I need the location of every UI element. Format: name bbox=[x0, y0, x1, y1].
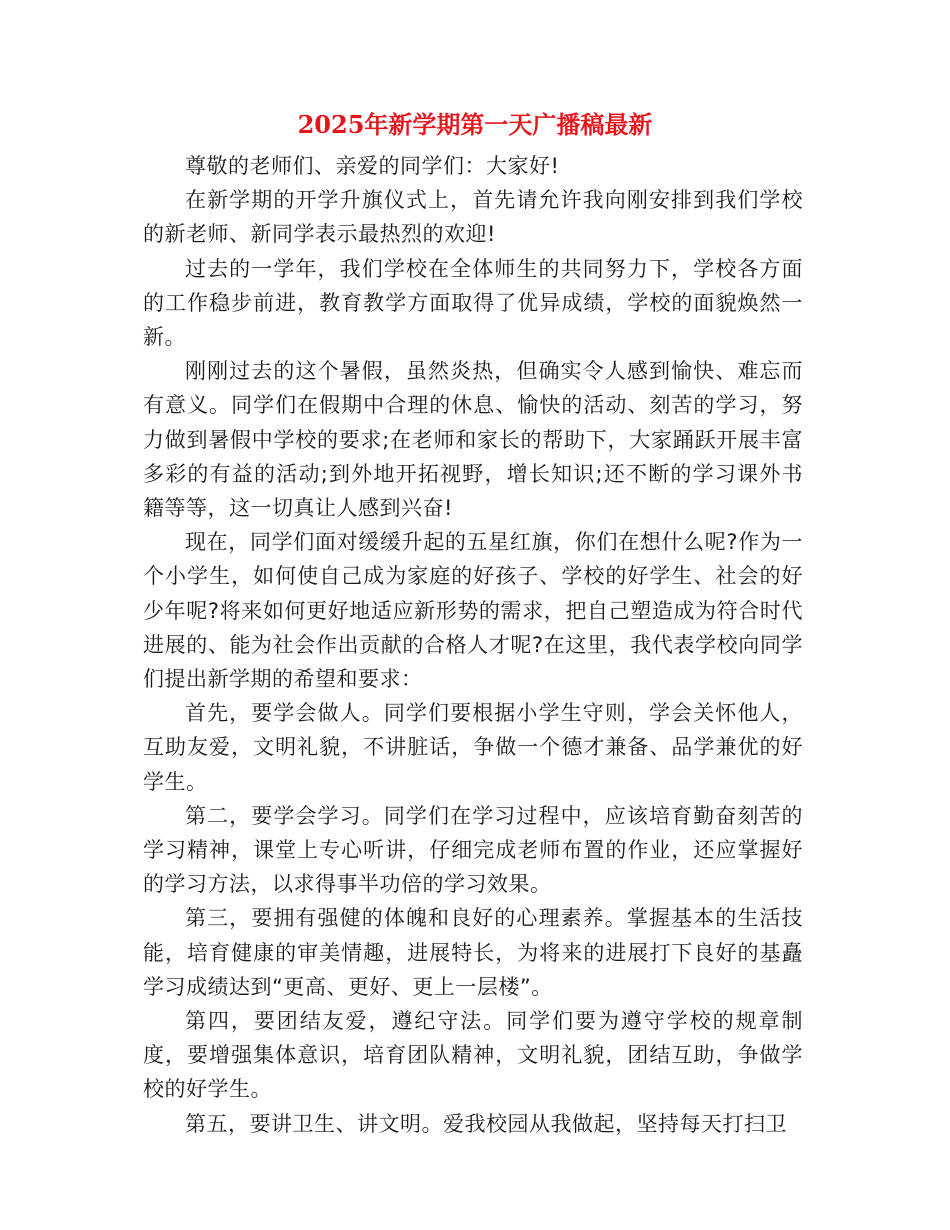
paragraph-first: 首先，要学会做人。同学们要根据小学生守则，学会关怀他人，互助友爱，文明礼貌，不讲脏话，争做一个德才兼备、品学兼优的好学生。 bbox=[143, 701, 803, 794]
paragraph-flag: 现在，同学们面对缓缓升起的五星红旗，你们在想什么呢?作为一个小学生，如何使自己成为家庭的好孩子、学校的好学生、社会的好少年呢?将来如何更好地适应新形势的需求，把自己塑造成为符合时代进展的、能为社会作出贡献的合格人才呢?在这里，我代表学校向同学们提出新学期的希望和要求： bbox=[143, 530, 803, 692]
paragraph-summer: 刚刚过去的这个暑假，虽然炎热，但确实令人感到愉快、难忘而有意义。同学们在假期中合理的休息、愉快的活动、刻苦的学习，努力做到暑假中学校的要求;在老师和家长的帮助下，大家踊跃开展丰富多彩的有益的活动;到外地开拓视野，增长知识;还不断的学习课外书籍等等，这一切真让人感到兴奋! bbox=[143, 359, 803, 521]
paragraph-past-year: 过去的一学年，我们学校在全体师生的共同努力下，学校各方面的工作稳步前进，教育教学方面取得了优异成绩，学校的面貌焕然一新。 bbox=[143, 256, 803, 350]
paragraph-greeting: 尊敬的老师们、亲爱的同学们：大家好! bbox=[185, 154, 560, 178]
paragraph-fifth: 第五，要讲卫生、讲文明。爱我校园从我做起，坚持每天打扫卫 bbox=[185, 1111, 787, 1136]
document-body bbox=[143, 149, 803, 1141]
paragraph-fourth: 第四，要团结友爱，遵纪守法。同学们要为遵守学校的规章制度，要增强集体意识，培育团队精神，文明礼貌，团结互助，争做学校的好学生。 bbox=[143, 1009, 803, 1102]
document-title: 2025年新学期第一天广播稿最新 bbox=[297, 110, 653, 139]
paragraph-third: 第三，要拥有强健的体魄和良好的心理素养。掌握基本的生活技能，培育健康的审美情趣，进展特长，为将来的进展打下良好的基矗学习成绩达到“更高、更好、更上一层楼”。 bbox=[143, 906, 803, 999]
paragraph-welcome: 在新学期的开学升旗仪式上，首先请允许我向刚安排到我们学校的新老师、新同学表示最热烈的欢迎! bbox=[143, 188, 803, 247]
paragraph-second: 第二，要学会学习。同学们在学习过程中，应该培育勤奋刻苦的学习精神，课堂上专心听讲，仔细完成老师布置的作业，还应掌握好的学习方法，以求得事半功倍的学习效果。 bbox=[143, 803, 803, 897]
